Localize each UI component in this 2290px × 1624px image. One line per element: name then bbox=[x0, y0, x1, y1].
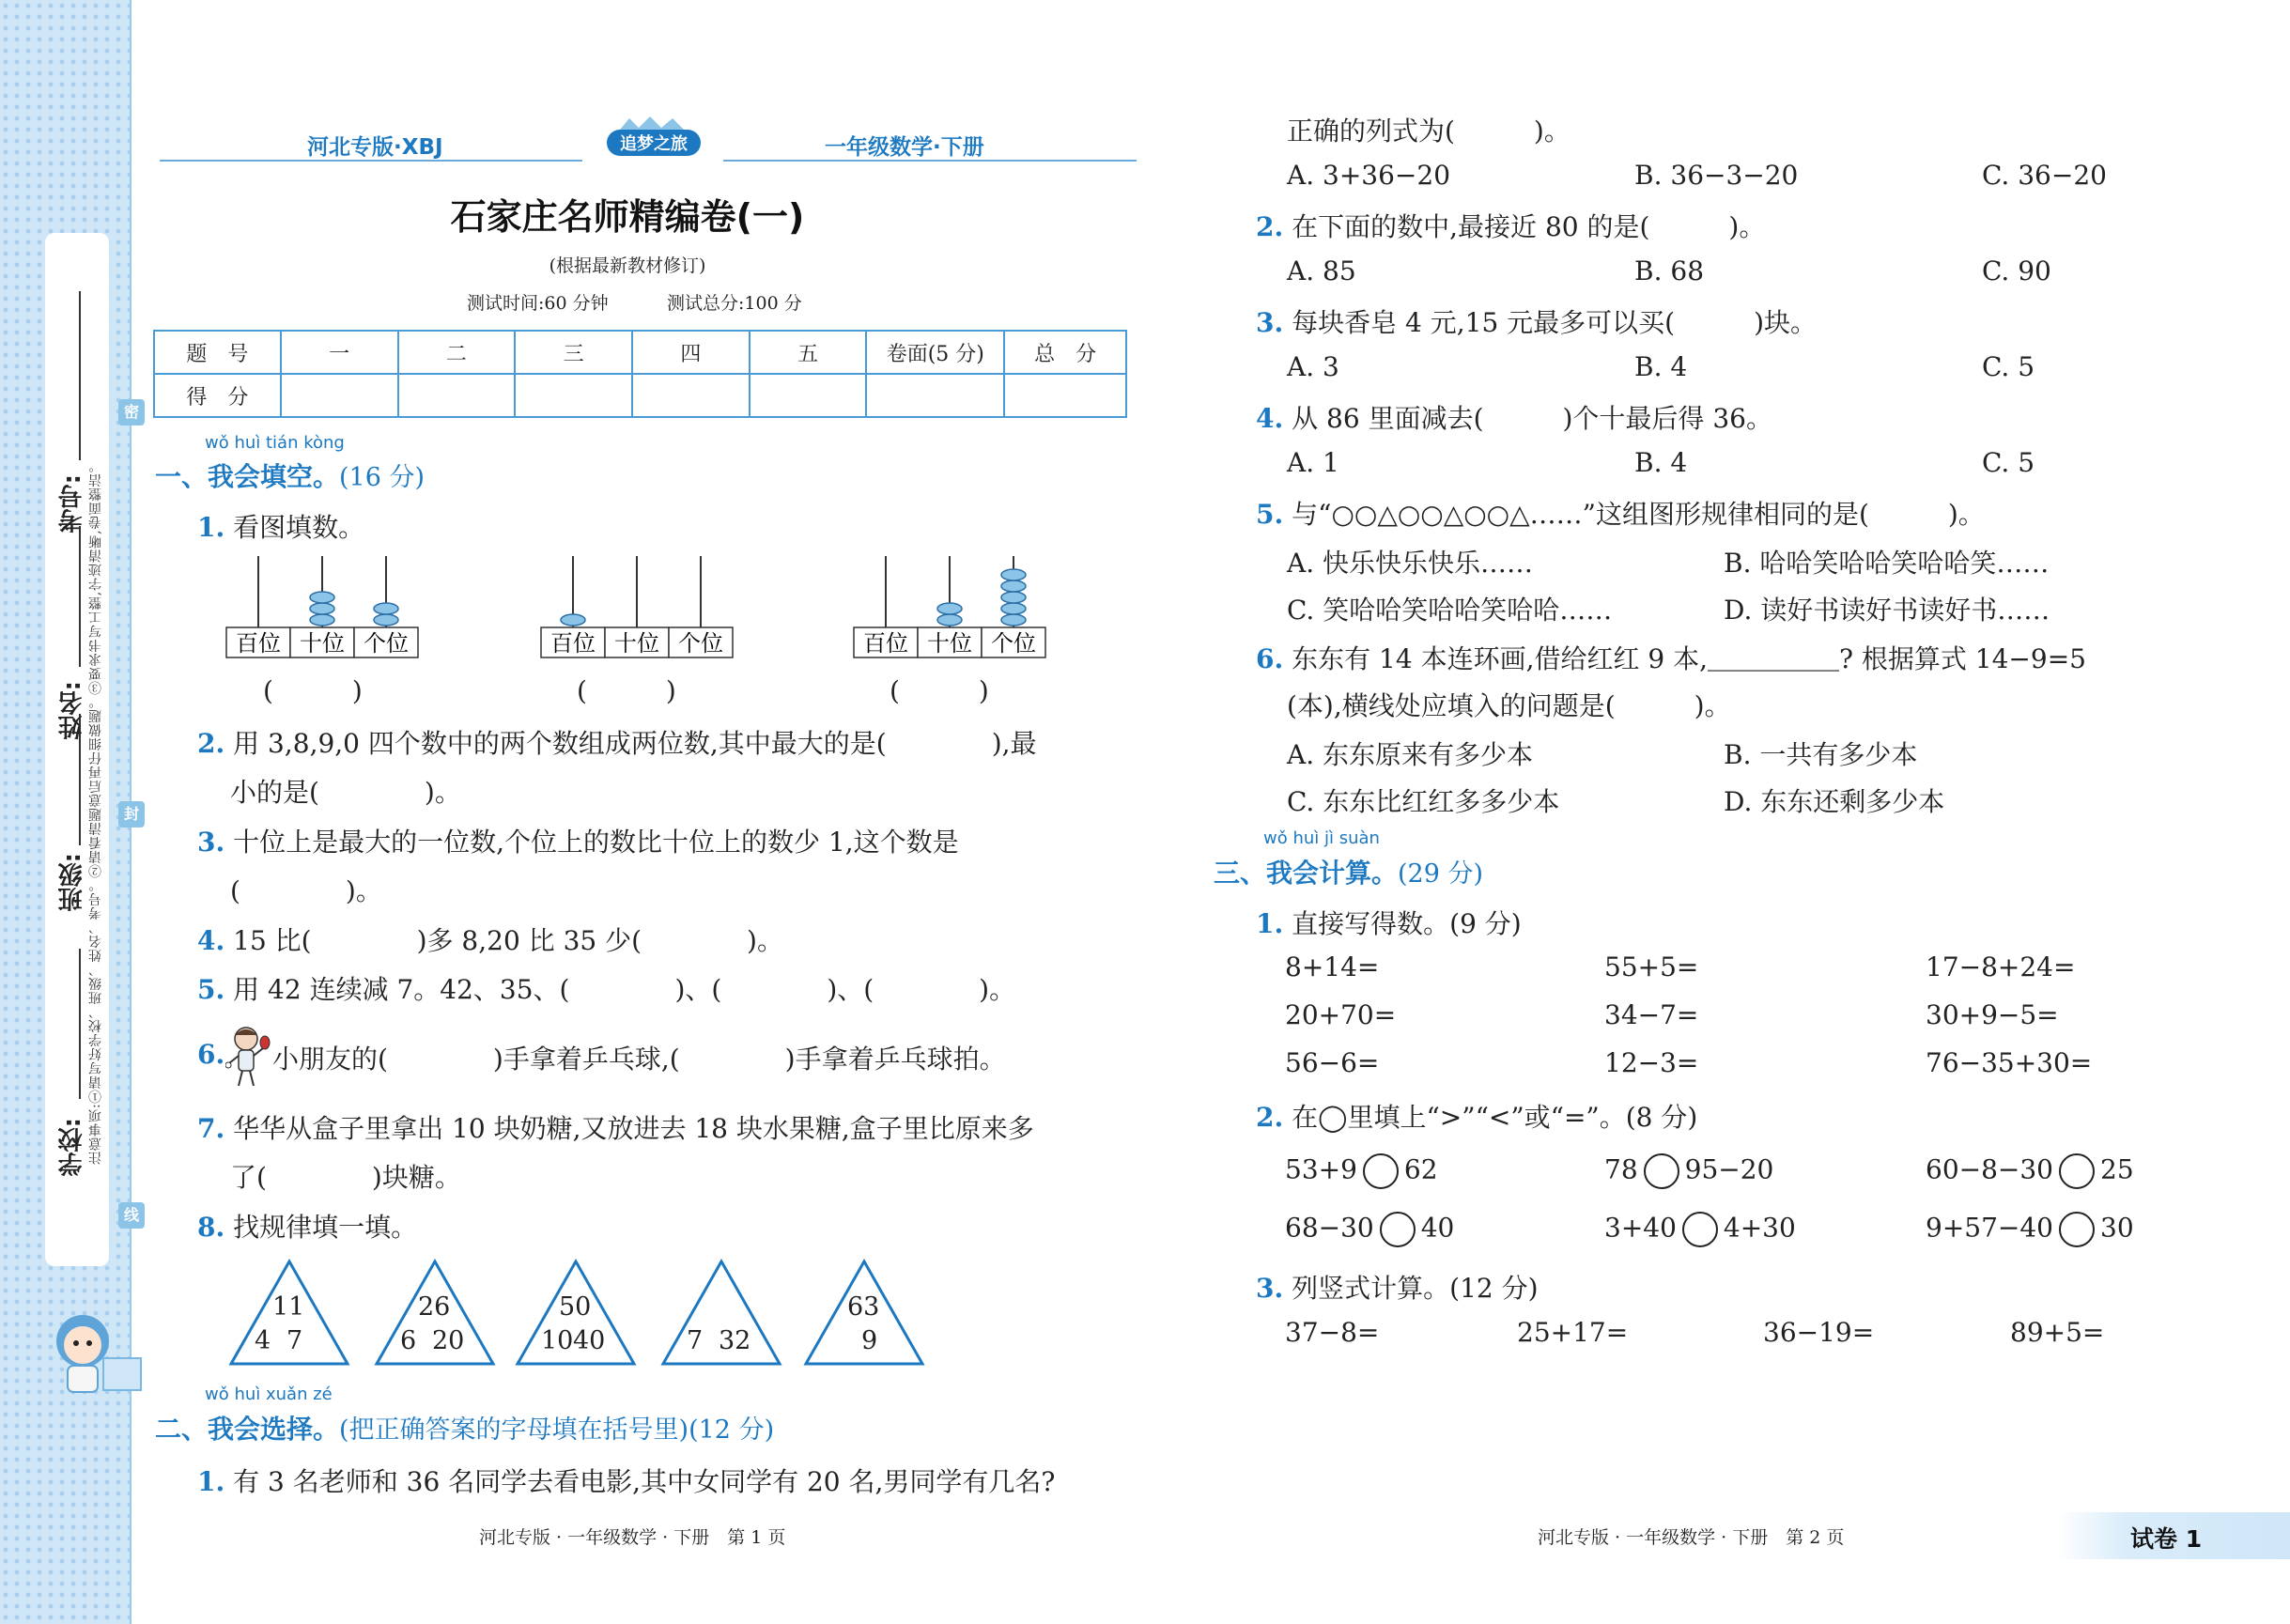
s3-q1-item: 56−6= bbox=[1285, 1047, 1380, 1078]
abacus-1 bbox=[225, 554, 423, 667]
school-label: 学校: bbox=[58, 1118, 86, 1177]
vertical-calc-item: 89+5= bbox=[2010, 1317, 2105, 1348]
abacus-bead bbox=[374, 614, 398, 626]
s3-q1-item: 12−3= bbox=[1604, 1047, 1699, 1078]
section3-title: 三、我会计算。 bbox=[1214, 858, 1399, 889]
brand-logo-icon bbox=[601, 113, 706, 163]
s2-q1-opt-a: A. 3+36−20 bbox=[1287, 160, 1451, 191]
compare-item bbox=[1926, 1153, 2134, 1189]
s1-q6-text: 小朋友的( )手拿着乒乓球,( )手拿着乒乓球拍。 bbox=[272, 1044, 1006, 1075]
s1-q3: 3. 十位上是最大的一位数,个位上的数比十位上的数少 1,这个数是 bbox=[197, 827, 959, 858]
notes-text: 注意事项:①请写好学校、班级、姓名、考号。②请看清题意后再仔细做题。③要求书写工整,字迹清晰,卷面整洁。 bbox=[88, 458, 103, 1165]
s1-q6: 6. bbox=[197, 1039, 225, 1070]
compare-right: 4+30 bbox=[1723, 1212, 1796, 1244]
s3-q3-text: 列竖式计算。(12 分) bbox=[1292, 1273, 1539, 1304]
triangle-left-number: 7 bbox=[687, 1326, 704, 1355]
header-subject: 一年级数学·下册 bbox=[825, 135, 984, 160]
s2-q3-opt-b: B. 4 bbox=[1634, 351, 1688, 382]
logo-text: 追梦之旅 bbox=[620, 134, 688, 154]
triangle-left-number: 6 bbox=[400, 1326, 417, 1355]
s1-q5-text: 用 42 连续减 7。42、35、( )、( )、( )。 bbox=[233, 974, 1016, 1005]
compare-left: 60−8−30 bbox=[1926, 1153, 2053, 1185]
s2-q2: 2. 在下面的数中,最接近 80 的是( )。 bbox=[1256, 211, 1766, 242]
abacus-bead bbox=[937, 614, 962, 626]
section2-heading bbox=[155, 1409, 774, 1446]
score-header-cell: 四 bbox=[632, 331, 750, 374]
s2-q1: 1. 有 3 名老师和 36 名同学去看电影,其中女同学有 20 名,男同学有几名? bbox=[197, 1466, 1056, 1497]
s3-q1-item: 30+9−5= bbox=[1926, 999, 2059, 1030]
compare-left: 9+57−40 bbox=[1926, 1212, 2053, 1244]
s3-q1-text: 直接写得数。(9 分) bbox=[1292, 908, 1522, 939]
section2-note: (把正确答案的字母填在括号里) bbox=[339, 1415, 689, 1445]
s2-q3-opt-c: C. 5 bbox=[1982, 351, 2035, 382]
compare-right: 40 bbox=[1420, 1212, 1455, 1244]
s2-q4-opt-c: C. 5 bbox=[1982, 447, 2035, 478]
name-label: 姓名: bbox=[58, 681, 86, 740]
abacus-bead bbox=[1001, 614, 1026, 626]
s2-q5-text: 与“○○△○○△○○△……”这组图形规律相同的是( )。 bbox=[1292, 499, 1985, 530]
triangle-right-number: 7 bbox=[286, 1326, 303, 1355]
score-header-cell: 题 号 bbox=[154, 331, 281, 374]
compare-left: 53+9 bbox=[1285, 1153, 1357, 1185]
s3-q1-item: 34−7= bbox=[1604, 999, 1699, 1030]
compare-circle[interactable] bbox=[1682, 1212, 1718, 1247]
s2-q6-opt-b: B. 一共有多少本 bbox=[1724, 739, 1918, 770]
s1-q3-text-a: 十位上是最大的一位数,个位上的数比十位上的数少 1,这个数是 bbox=[233, 827, 959, 858]
s1-q2-text-a: 用 3,8,9,0 四个数中的两个数组成两位数,其中最大的是( ),最 bbox=[233, 728, 1037, 759]
vertical-calc-item: 36−19= bbox=[1763, 1317, 1875, 1348]
s1-q2-text-b: 小的是( )。 bbox=[230, 777, 461, 808]
section1-title: 一、我会填空。 bbox=[155, 461, 340, 492]
compare-circle[interactable] bbox=[2059, 1153, 2095, 1189]
s3-q1-item: 55+5= bbox=[1604, 951, 1699, 982]
vertical-calc-item: 37−8= bbox=[1285, 1317, 1380, 1348]
score-cell[interactable] bbox=[750, 374, 867, 417]
s2-q4-opt-a: A. 1 bbox=[1287, 447, 1339, 478]
abacus-bead bbox=[1001, 580, 1026, 592]
s3-q2: 2. 在◯里填上“>”“<”或“=”。(8 分) bbox=[1256, 1102, 1698, 1133]
s1-q4-text: 15 比( )多 8,20 比 35 少( )。 bbox=[233, 925, 783, 956]
compare-right: 30 bbox=[2100, 1212, 2134, 1244]
s2-q6-text-b: (本),横线处应填入的问题是( )。 bbox=[1287, 690, 1731, 721]
compare-item bbox=[1604, 1153, 1773, 1189]
s2-q4-text: 从 86 里面减去( )个十最后得 36。 bbox=[1292, 403, 1772, 434]
score-cell[interactable] bbox=[515, 374, 632, 417]
s2-q5: 5. 与“○○△○○△○○△……”这组图形规律相同的是( )。 bbox=[1256, 499, 1985, 530]
section3-points: (29 分) bbox=[1398, 859, 1484, 889]
score-header-cell: 五 bbox=[750, 331, 867, 374]
triangle-right-number: 32 bbox=[719, 1326, 751, 1355]
s2-q3: 3. 每块香皂 4 元,15 元最多可以买( )块。 bbox=[1256, 307, 1818, 338]
score-header-cell: 一 bbox=[281, 331, 398, 374]
s2-q1-text-b: 正确的列式为( )。 bbox=[1287, 116, 1571, 147]
compare-item bbox=[1285, 1153, 1438, 1189]
abacus-bead bbox=[374, 603, 398, 614]
seal-char-feng: 封 bbox=[118, 801, 145, 827]
header-edition: 河北专版·XBJ bbox=[307, 135, 443, 160]
s3-q1: 1. 直接写得数。(9 分) bbox=[1256, 908, 1522, 939]
test-total-score: 测试总分:100 分 bbox=[667, 293, 802, 314]
mascot-icon bbox=[36, 1296, 148, 1400]
s2-q1-text: 有 3 名老师和 36 名同学去看电影,其中女同学有 20 名,男同学有几名? bbox=[233, 1466, 1056, 1497]
s2-q5-opt-b: B. 哈哈笑哈哈笑哈哈笑…… bbox=[1724, 548, 2050, 579]
s3-q2-text: 在◯里填上“>”“<”或“=”。(8 分) bbox=[1292, 1102, 1698, 1133]
s2-q6: 6. 东东有 14 本连环画,借给红红 9 本,＿＿＿＿＿? 根据算式 14−9=5 bbox=[1256, 643, 2086, 674]
abacus-place-label: 百位 bbox=[550, 630, 596, 657]
triangle-top-number: 26 bbox=[418, 1292, 451, 1322]
footer-left: 河北专版 · 一年级数学 · 下册 第 1 页 bbox=[479, 1527, 786, 1548]
abacus-answer-1[interactable]: ( ) bbox=[263, 675, 363, 706]
s2-q5-opt-c: C. 笑哈哈笑哈哈笑哈哈…… bbox=[1287, 595, 1613, 626]
abacus-place-label: 十位 bbox=[927, 630, 972, 657]
s1-q7-text-a: 华华从盒子里拿出 10 块奶糖,又放进去 18 块水果糖,盒子里比原来多 bbox=[233, 1113, 1034, 1144]
s1-q5: 5. 用 42 连续减 7。42、35、( )、( )、( )。 bbox=[197, 974, 1016, 1005]
seal-char-xian: 线 bbox=[118, 1202, 145, 1229]
s2-q3-opt-a: A. 3 bbox=[1287, 351, 1339, 382]
abacus-bead bbox=[1001, 569, 1026, 580]
compare-item bbox=[1285, 1212, 1454, 1247]
s2-q4: 4. 从 86 里面减去( )个十最后得 36。 bbox=[1256, 403, 1772, 434]
abacus-answer-2[interactable]: ( ) bbox=[577, 675, 676, 706]
exam-no-field[interactable] bbox=[79, 291, 81, 460]
score-header-cell: 总 分 bbox=[1004, 331, 1126, 374]
s2-q3-text: 每块香皂 4 元,15 元最多可以买( )块。 bbox=[1292, 307, 1818, 338]
triangle-left-number: 4 bbox=[255, 1326, 271, 1355]
compare-left: 78 bbox=[1604, 1153, 1638, 1185]
s3-q1-item: 76−35+30= bbox=[1926, 1047, 2093, 1078]
score-header-cell: 二 bbox=[398, 331, 516, 374]
s2-q5-opt-d: D. 读好书读好书读好书…… bbox=[1724, 595, 2050, 626]
s1-q4: 4. 15 比( )多 8,20 比 35 少( )。 bbox=[197, 925, 783, 956]
s2-q5-opt-a: A. 快乐快乐快乐…… bbox=[1287, 548, 1534, 579]
s2-q2-opt-c: C. 90 bbox=[1982, 255, 2051, 286]
test-time: 测试时间:60 分钟 bbox=[467, 293, 609, 314]
s1-q8-text: 找规律填一填。 bbox=[233, 1212, 418, 1243]
score-header-cell: 三 bbox=[515, 331, 632, 374]
abacus-place-label: 个位 bbox=[364, 630, 409, 657]
exam-no-label: 考号: bbox=[58, 474, 86, 534]
s2-q6-opt-a: A. 东东原来有多少本 bbox=[1287, 739, 1534, 770]
score-cell[interactable] bbox=[1004, 374, 1126, 417]
compare-right: 62 bbox=[1403, 1153, 1438, 1185]
compare-left: 3+40 bbox=[1604, 1212, 1677, 1244]
page-title: 石家庄名师精编卷(一) bbox=[450, 196, 805, 238]
compare-circle[interactable] bbox=[1363, 1153, 1399, 1189]
compare-left: 68−30 bbox=[1285, 1212, 1374, 1244]
abacus-bead bbox=[1001, 603, 1026, 614]
abacus-answer-3[interactable]: ( ) bbox=[890, 675, 989, 706]
s1-q7: 7. 华华从盒子里拿出 10 块奶糖,又放进去 18 块水果糖,盒子里比原来多 bbox=[197, 1113, 1034, 1144]
compare-item bbox=[1926, 1212, 2134, 1247]
triangle-right-number: 9 bbox=[861, 1326, 878, 1355]
score-cell[interactable] bbox=[281, 374, 398, 417]
s1-q1-text: 看图填数。 bbox=[233, 512, 365, 543]
score-row-label: 得 分 bbox=[154, 374, 281, 417]
s2-q6-opt-d: D. 东东还剩多少本 bbox=[1724, 786, 1945, 817]
abacus-bead bbox=[310, 614, 334, 626]
abacus-bead bbox=[561, 614, 585, 626]
section1-pinyin: wǒ huì tián kòng bbox=[205, 433, 345, 453]
s3-q1-item: 8+14= bbox=[1285, 951, 1380, 982]
s2-q1-opt-c: C. 36−20 bbox=[1982, 160, 2107, 191]
abacus-place-label: 个位 bbox=[991, 630, 1036, 657]
abacus-place-label: 百位 bbox=[863, 630, 908, 657]
compare-right: 95−20 bbox=[1684, 1153, 1774, 1185]
class-label: 班级: bbox=[58, 853, 86, 912]
s2-q6-text-a: 东东有 14 本连环画,借给红红 9 本,＿＿＿＿＿? 根据算式 14−9=5 bbox=[1292, 643, 2086, 674]
s3-q1-item: 17−8+24= bbox=[1926, 951, 2076, 982]
seal-char-mi: 密 bbox=[118, 399, 145, 425]
page-subtitle: (根据最新教材修订) bbox=[549, 255, 706, 276]
compare-circle[interactable] bbox=[2059, 1212, 2095, 1247]
score-table-score-row bbox=[154, 374, 1126, 417]
abacus-bead bbox=[310, 603, 334, 614]
score-cell[interactable] bbox=[632, 374, 750, 417]
score-cell[interactable] bbox=[398, 374, 516, 417]
footer-right: 河北专版 · 一年级数学 · 下册 第 2 页 bbox=[1538, 1527, 1845, 1548]
s3-q3: 3. 列竖式计算。(12 分) bbox=[1256, 1273, 1539, 1304]
name-field[interactable] bbox=[79, 526, 81, 667]
abacus-place-label: 百位 bbox=[236, 630, 281, 657]
abacus-place-label: 十位 bbox=[614, 630, 659, 657]
score-header-cell: 卷面(5 分) bbox=[866, 331, 1004, 374]
abacus-3 bbox=[853, 554, 1050, 667]
s2-q6-opt-c: C. 东东比红红多多少本 bbox=[1287, 786, 1560, 817]
compare-circle[interactable] bbox=[1644, 1153, 1679, 1189]
section3-pinyin: wǒ huì jì suàn bbox=[1263, 828, 1380, 848]
abacus-place-label: 十位 bbox=[300, 630, 345, 657]
section1-points: (16 分) bbox=[339, 463, 426, 492]
triangle-right-number: 40 bbox=[573, 1326, 606, 1355]
abacus-2 bbox=[540, 554, 737, 667]
triangle-right-number: 20 bbox=[432, 1326, 465, 1355]
s1-q1: 1. 看图填数。 bbox=[197, 512, 365, 543]
school-field[interactable] bbox=[79, 949, 81, 1099]
s2-q2-opt-a: A. 85 bbox=[1287, 255, 1356, 286]
section3-heading bbox=[1214, 853, 1483, 890]
section2-points: (12 分) bbox=[689, 1415, 775, 1445]
triangle-top-number: 50 bbox=[559, 1292, 592, 1322]
score-table-header-row bbox=[154, 331, 1126, 374]
compare-circle[interactable] bbox=[1380, 1212, 1416, 1247]
compare-item bbox=[1604, 1212, 1796, 1247]
compare-right: 25 bbox=[2100, 1153, 2134, 1185]
section2-title: 二、我会选择。 bbox=[155, 1414, 340, 1445]
score-table bbox=[153, 330, 1127, 418]
abacus-place-label: 个位 bbox=[678, 630, 723, 657]
s2-q1-opt-b: B. 36−3−20 bbox=[1634, 160, 1799, 191]
triangle-top-number: 11 bbox=[272, 1292, 305, 1322]
s1-q8: 8. 找规律填一填。 bbox=[197, 1212, 418, 1243]
abacus-bead bbox=[1001, 592, 1026, 603]
abacus-bead bbox=[937, 603, 962, 614]
triangle-left-number: 10 bbox=[541, 1326, 574, 1355]
s1-q3-text-b: ( )。 bbox=[230, 875, 382, 906]
section1-heading bbox=[155, 456, 425, 494]
vertical-calc-item: 25+17= bbox=[1517, 1317, 1629, 1348]
s3-q1-item: 20+70= bbox=[1285, 999, 1397, 1030]
triangle-top-number: 63 bbox=[847, 1292, 880, 1322]
s2-q4-opt-b: B. 4 bbox=[1634, 447, 1688, 478]
abacus-bead bbox=[310, 592, 334, 603]
s2-q2-text: 在下面的数中,最接近 80 的是( )。 bbox=[1292, 211, 1766, 242]
s2-q2-opt-b: B. 68 bbox=[1634, 255, 1705, 286]
child-pingpong-icon bbox=[225, 1024, 271, 1088]
s1-q7-text-b: 了( )块糖。 bbox=[230, 1162, 461, 1193]
paper-tag: 试卷 1 bbox=[2130, 1525, 2203, 1553]
s1-q2: 2. 用 3,8,9,0 四个数中的两个数组成两位数,其中最大的是( ),最 bbox=[197, 728, 1037, 759]
score-cell[interactable] bbox=[866, 374, 1004, 417]
section2-pinyin: wǒ huì xuǎn zé bbox=[205, 1384, 333, 1404]
